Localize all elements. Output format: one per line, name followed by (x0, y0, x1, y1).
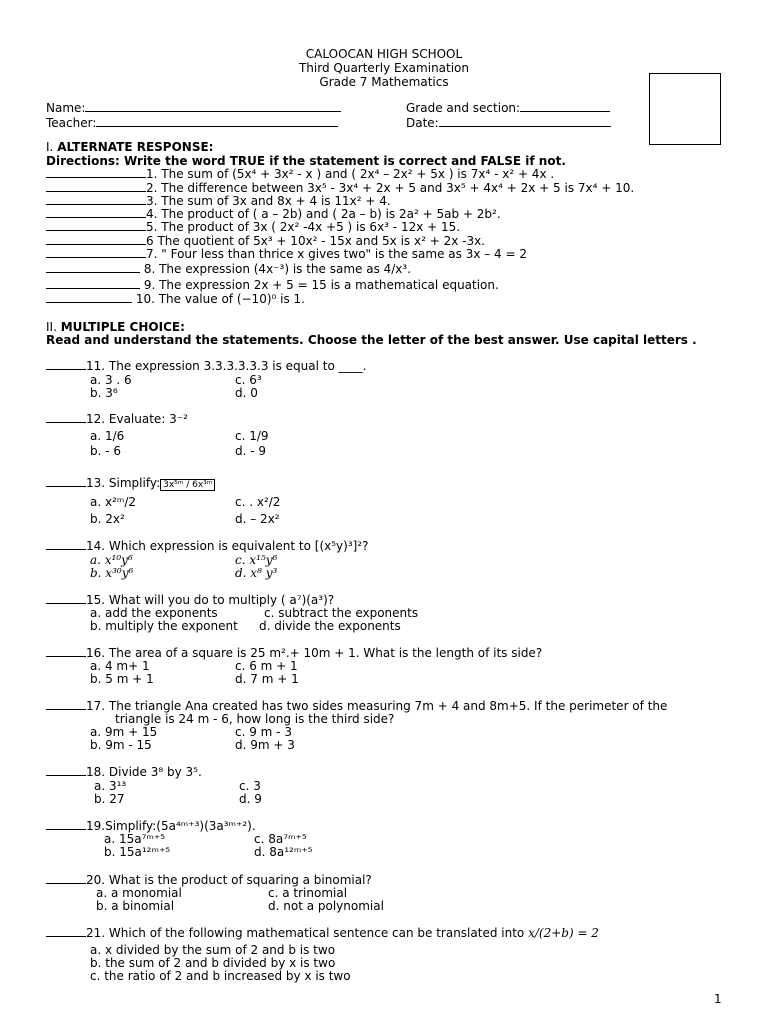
list-item (46, 292, 305, 306)
list-item (46, 262, 411, 276)
answer-blank[interactable] (46, 247, 146, 258)
option-c: c. a trinomial (268, 886, 348, 900)
section2-roman: II. (46, 320, 57, 334)
question-stem: 14. Which expression is equivalent to [(x⁵y)³]²? (86, 539, 369, 553)
answer-blank[interactable] (46, 926, 86, 937)
date-line (439, 115, 611, 127)
option-a: a. a monomial (96, 886, 182, 900)
option-a: a. 15a⁷ᵐ⁺⁵ (104, 832, 166, 846)
option-c: c. subtract the exponents (264, 606, 419, 620)
name-label: Name: (46, 101, 86, 115)
answer-blank[interactable] (46, 262, 140, 273)
name-field (46, 100, 341, 115)
option-a: a. x divided by the sum of 2 and b is two (90, 943, 336, 957)
option-d: d. 7 m + 1 (235, 672, 299, 686)
option-b: b. 3⁶ (90, 386, 118, 400)
option-d: d. – 2x² (235, 512, 280, 526)
option-b: b. - 6 (90, 444, 122, 458)
option-c: c. x¹⁵y⁶ (235, 553, 278, 567)
answer-blank[interactable] (46, 181, 146, 192)
option-a: a. 4 m+ 1 (90, 659, 150, 673)
list-item (46, 181, 634, 195)
option-c: c. 9 m - 3 (235, 725, 292, 739)
list-item (46, 278, 499, 292)
item-text: 4. The product of ( a – 2b) and ( 2a – b) is 2a² + 5ab + 2b². (146, 207, 501, 221)
translate-expression: x/(2+b) = 2 (528, 926, 599, 940)
question-stem: 13. Simplify: (86, 476, 161, 490)
list-item (46, 220, 460, 234)
page-number: 1 (714, 992, 722, 1006)
answer-blank[interactable] (46, 234, 146, 245)
option-b: b. 15a¹²ᵐ⁺⁵ (104, 845, 171, 859)
item-text: 10. The value of (−10)⁰ is 1. (132, 292, 305, 306)
school-name: CALOOCAN HIGH SCHOOL (305, 47, 463, 61)
question-stem: 19.Simplify:(5a⁴ᵐ⁺³)(3a³ᵐ⁺²). (86, 819, 256, 833)
answer-blank[interactable] (46, 873, 86, 884)
section2-directions: Read and understand the statements. Choose the letter of the best answer. Use capital letters . (46, 333, 697, 347)
option-a: a. 3¹³ (94, 779, 127, 793)
answer-blank[interactable] (46, 699, 86, 710)
option-c: c. 1/9 (235, 429, 269, 443)
option-b: b. the sum of 2 and b divided by x is two (90, 956, 336, 970)
item-text: 3. The sum of 3x and 8x + 4 is 11x² + 4. (146, 194, 391, 208)
option-c: c. 8a⁷ᵐ⁺⁵ (254, 832, 307, 846)
option-b: b. a binomial (96, 899, 175, 913)
answer-blank[interactable] (46, 207, 146, 218)
question-stem-continued: triangle is 24 m - 6, how long is the third side? (115, 712, 395, 726)
question-stem: 21. Which of the following mathematical sentence can be translated into (86, 926, 525, 940)
option-a: a. add the exponents (90, 606, 218, 620)
option-d: d. divide the exponents (259, 619, 401, 633)
list-item (46, 194, 391, 208)
subject-title: Grade 7 Mathematics (319, 75, 449, 89)
option-d: d. - 9 (235, 444, 267, 458)
list-item (46, 167, 554, 181)
answer-blank[interactable] (46, 539, 86, 550)
grade-label: Grade and section: (406, 101, 521, 115)
section1-directions: Directions: Write the word TRUE if the statement is correct and FALSE if not. (46, 154, 566, 168)
question-stem: 18. Divide 3⁸ by 3⁵. (86, 765, 202, 779)
option-b: b. 9m - 15 (90, 738, 152, 752)
date-label: Date: (406, 116, 439, 130)
question-stem: 11. The expression 3.3.3.3.3.3 is equal to ____. (86, 359, 367, 373)
grade-line (520, 100, 610, 112)
option-d: d. not a polynomial (268, 899, 384, 913)
item-text: 5. The product of 3x ( 2x² -4x +5 ) is 6x³ - 12x + 15. (146, 220, 461, 234)
grade-field (406, 100, 610, 115)
answer-blank[interactable] (46, 359, 86, 370)
option-c: c. 6³ (235, 373, 262, 387)
photo-box (649, 73, 721, 145)
question-stem: 15. What will you do to multiply ( a⁷)(a³)? (86, 593, 335, 607)
item-text: 2. The difference between 3x⁵ - 3x⁴ + 2x + 5 and 3x⁵ + 4x⁴ + 2x + 5 is 7x⁴ + 10. (146, 181, 635, 195)
question-11 (46, 359, 366, 373)
option-a: a. 9m + 15 (90, 725, 158, 739)
list-item (46, 207, 501, 221)
option-b: b. multiply the exponent (90, 619, 238, 633)
option-d: d. 9m + 3 (235, 738, 295, 752)
list-item (46, 247, 527, 261)
date-field (406, 115, 611, 130)
question-stem: 17. The triangle Ana created has two sides measuring 7m + 4 and 8m+5. If the perimeter of the (86, 699, 668, 713)
option-d: d. x⁸ y³ (235, 566, 278, 580)
answer-blank[interactable] (46, 765, 86, 776)
question-stem: 20. What is the product of squaring a binomial? (86, 873, 372, 887)
answer-blank[interactable] (46, 194, 146, 205)
option-d: d. 0 (235, 386, 258, 400)
answer-blank[interactable] (46, 292, 132, 303)
name-line (85, 100, 341, 112)
list-item (46, 234, 485, 248)
option-a: a. 3 . 6 (90, 373, 132, 387)
question-stem: 12. Evaluate: 3⁻² (86, 412, 188, 426)
option-c: c. 3 (239, 779, 261, 793)
option-c: c. . x²/2 (235, 495, 281, 509)
option-d: d. 8a¹²ᵐ⁺⁵ (254, 845, 313, 859)
question-17 (46, 699, 667, 713)
teacher-field (46, 115, 338, 130)
question-20 (46, 873, 372, 887)
answer-blank[interactable] (46, 167, 146, 178)
question-13 (46, 476, 215, 490)
option-a: a. x¹⁰y⁶ (90, 553, 133, 567)
option-a: a. 1/6 (90, 429, 125, 443)
option-a: a. x²ᵐ/2 (90, 495, 137, 509)
item-text: 9. The expression 2x + 5 = 15 is a mathematical equation. (140, 278, 499, 292)
answer-blank[interactable] (46, 819, 86, 830)
option-c: c. 6 m + 1 (235, 659, 298, 673)
section1-heading (46, 140, 213, 154)
simplify-expression: 3x⁵ᵐ / 6x³ᵐ (160, 479, 215, 491)
answer-blank[interactable] (46, 476, 86, 487)
option-b: b. 2x² (90, 512, 125, 526)
section2-title: MULTIPLE CHOICE: (60, 320, 185, 334)
question-14 (46, 539, 369, 553)
section2-heading (46, 320, 185, 334)
answer-blank[interactable] (46, 646, 86, 657)
question-stem: 16. The area of a square is 25 m².+ 10m + 1. What is the length of its side? (86, 646, 543, 660)
item-text: 6 The quotient of 5x³ + 10x² - 15x and 5x is x² + 2x -3x. (146, 234, 485, 248)
option-b: b. 5 m + 1 (90, 672, 154, 686)
question-12 (46, 412, 188, 426)
question-15 (46, 593, 334, 607)
section1-title: ALTERNATE RESPONSE: (57, 140, 214, 154)
answer-blank[interactable] (46, 220, 146, 231)
option-c: c. the ratio of 2 and b increased by x is two (90, 969, 351, 983)
teacher-line (96, 115, 338, 127)
question-19 (46, 819, 256, 833)
teacher-label: Teacher: (46, 116, 97, 130)
option-d: d. 9 (239, 792, 262, 806)
answer-blank[interactable] (46, 593, 86, 604)
answer-blank[interactable] (46, 278, 140, 289)
item-text: 8. The expression (4x⁻³) is the same as 4/x³. (140, 262, 412, 276)
answer-blank[interactable] (46, 412, 86, 423)
exam-title: Third Quarterly Examination (298, 61, 470, 75)
question-18 (46, 765, 202, 779)
item-text: 1. The sum of (5x⁴ + 3x² - x ) and ( 2x⁴ – 2x² + 5x ) is 7x⁴ - x² + 4x . (146, 167, 555, 181)
option-b: b. 27 (94, 792, 125, 806)
option-b: b. x³⁰y⁶ (90, 566, 134, 580)
question-16 (46, 646, 542, 660)
question-21 (46, 926, 599, 940)
item-text: 7. " Four less than thrice x gives two" is the same as 3x – 4 = 2 (146, 247, 528, 261)
section1-roman: I. (46, 140, 54, 154)
